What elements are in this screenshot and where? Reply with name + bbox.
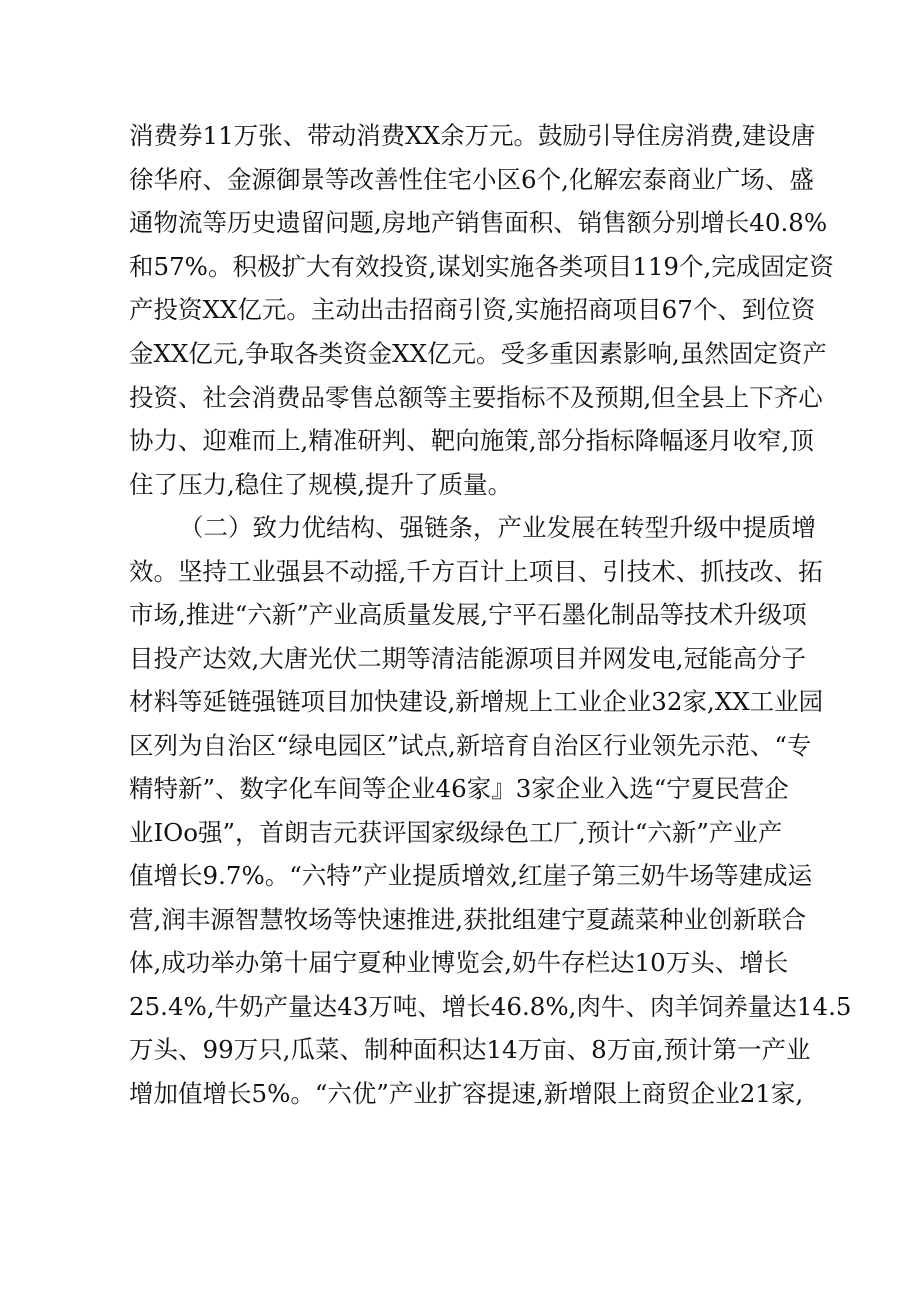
text-line: 金XX亿元,争取各类资金XX亿元。受多重因素影响,虽然固定资产 [129,339,827,368]
text-line: 住了压力,稳住了规模,提升了质量。 [129,470,513,499]
text-line: 徐华府、金源御景等改善性住宅小区6个,化解宏泰商业广场、盛 [129,165,814,194]
text-line: 投资、社会消费品零售总额等主要指标不及预期,但全县上下齐心 [129,383,823,412]
text-line: 精特新”、数字化车间等企业46家』3家企业入选“宁夏民营企 [129,774,789,803]
text-line: 区列为自治区“绿电园区”试点,新培育自治区行业领先示范、“专 [129,731,812,760]
text-line: 协力、迎难而上,精准研判、靶向施策,部分指标降幅逐月收窄,顶 [129,426,814,455]
text-line: 消费券11万张、带动消费XX余万元。鼓励引导住房消费,建设唐 [129,121,816,150]
text-line: 万头、99万只,瓜菜、制种面积达14万亩、8万亩,预计第一产业 [129,1035,811,1064]
text-line: 通物流等历史遗留问题,房地产销售面积、销售额分别增长40.8% [129,208,828,237]
text-line: 效。坚持工业强县不动摇,千方百计上项目、引技术、抓技改、拓 [129,557,823,586]
text-line: 产投资XX亿元。主动出击招商引资,实施招商项目67个、到位资 [129,295,816,324]
text-line: 市场,推进“六新”产业高质量发展,宁平石墨化制品等技术升级项 [129,600,807,629]
text-line: 和57%。积极扩大有效投资,谋划实施各类项目119个,完成固定资 [129,252,834,281]
text-line: 增加值增长5%。“六优”产业扩容提速,新增限上商贸企业21家, [129,1079,804,1108]
text-line: 营,润丰源智慧牧场等快速推进,获批组建宁夏蔬菜种业创新联合 [129,905,807,934]
text-line: 材料等延链强链项目加快建设,新增规上工业企业32家,XX工业园 [129,687,824,716]
text-line: 值增长9.7%。“六特”产业提质增效,红崖子第三奶牛场等建成运 [129,861,813,890]
text-line: 业IOo强”，首朗吉元获评国家级绿色工厂,预计“六新”产业产 [129,818,783,847]
text-line: 25.4%,牛奶产量达43万吨、增长46.8%,肉牛、肉羊饲养量达14.5 [129,992,852,1021]
text-line: 体,成功举办第十届宁夏种业博览会,奶牛存栏达10万头、增长 [129,948,789,977]
section-heading-line: （二）致力优结构、强链条，产业发展在转型升级中提质增 [179,513,816,542]
text-line: 目投产达效,大唐光伏二期等清洁能源项目并网发电,冠能高分子 [129,644,807,673]
